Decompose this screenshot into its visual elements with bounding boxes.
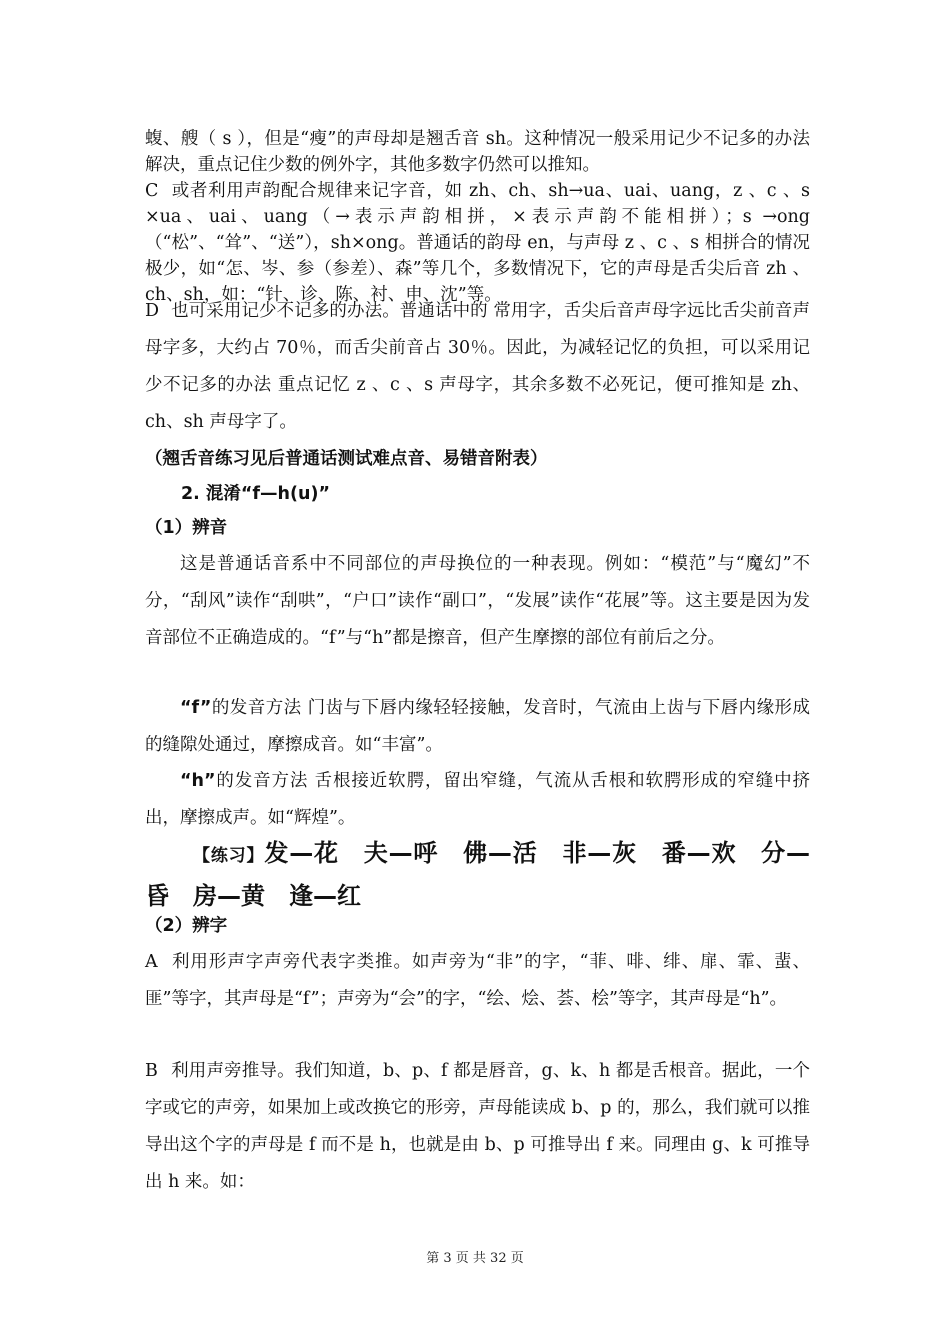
practice-text: 发—花 夫—呼 佛—活 非—灰 番—欢 分—昏 房—黄 逢—红	[145, 839, 811, 910]
section-heading	[145, 481, 810, 507]
h-method-text: 的发音方法 舌根接近软腭，留出窄缝，气流从舌根和软腭形成的窄缝中挤出，摩擦成声。如“辉煌”。	[145, 771, 810, 828]
subheading-1-text: （1）辨音	[145, 518, 228, 538]
practice-label: 【练习】	[193, 846, 265, 866]
paragraph-1-text: 蝮、艘（ s ），但是“瘦”的声母却是翘舌音 sh。这种情况一般采用记少不记多的办法解决，重点记住少数的例外字，其他多数字仍然可以推知。	[145, 129, 810, 175]
f-label: “f”	[180, 698, 212, 718]
fh-intro-text: 这是普通话音系中不同部位的声母换位的一种表现。例如：“模范”与“魔幻”不分，“刮风”读作“刮哄”，“户口”读作“副口”，“发展”读作“花展”等。这主要是因为发音部位不正确造成的。“f”与“h”都是擦音，但产生摩擦的部位有前后之分。	[145, 554, 810, 648]
item-letter-d: D	[145, 301, 160, 321]
paragraph-1	[145, 126, 810, 178]
fh-intro-paragraph	[145, 546, 810, 657]
note-text: （翘舌音练习见后普通话测试难点音、易错音附表）	[145, 449, 548, 469]
f-method-paragraph	[145, 690, 810, 764]
paragraph-b	[145, 1053, 810, 1201]
paragraph-c-text: 或者利用声韵配合规律来记字音，如 zh、ch、sh→ua、uai、uang，z 、c 、s ×ua、uai、uang（→表示声韵相拼，×表示声韵不能相拼）；s →ong（“松”、“耸”、“送”），sh×ong。普通话的韵母 en，与声母 z 、c 、s 相拼合的情况极少，如“怎、岑、参（参差）、森”等几个，多数情况下，它的声母是舌尖后音 zh 、ch、sh，如：“针、诊、陈、衬、申、沈”等。	[145, 181, 810, 305]
h-method-paragraph	[145, 763, 810, 837]
subheading-2	[145, 913, 810, 939]
paragraph-b-text: 利用声旁推导。我们知道，b、p、f 都是唇音，g、k、h 都是舌根音。据此，一个字或它的声旁，如果加上或改换它的形旁，声母能读成 b、p 的，那么，我们就可以推导出这个字的声母是 f 而不是 h，也就是由 b、p 可推导出 f 来。同理由 g、k 可推导出 h 来。如：	[145, 1061, 810, 1192]
paragraph-a-text: 利用形声字声旁代表字类推。如声旁为“非”的字，“菲、啡、绯、扉、霏、蜚、匪”等字，其声母是“f”；声旁为“会”的字，“绘、烩、荟、桧”等字，其声母是“h”。	[145, 952, 810, 1009]
item-letter-a: A	[145, 952, 158, 972]
note-line	[145, 446, 810, 472]
paragraph-c	[145, 178, 810, 308]
subheading-1	[145, 515, 810, 541]
page-footer	[0, 1247, 950, 1266]
paragraph-a	[145, 944, 810, 1018]
practice-paragraph	[145, 833, 810, 916]
page-number: 第 3 页 共 32 页	[426, 1251, 524, 1266]
section-heading-text: 2. 混淆“f—h(u)”	[181, 484, 330, 504]
paragraph-d-text: 也可采用记少不记多的办法。普通话中的 常用字，舌尖后音声母字远比舌尖前音声母字多，大约占 70％，而舌尖前音占 30％。因此，为减轻记忆的负担，可以采用记少不记多的办法 重点记忆 z 、c 、s 声母字，其余多数不必死记，便可推知是 zh、ch、sh 声母字了。	[145, 301, 810, 432]
item-letter-c: C	[145, 181, 159, 201]
paragraph-d	[145, 293, 810, 441]
subheading-2-text: （2）辨字	[145, 916, 228, 936]
f-method-text: 的发音方法 门齿与下唇内缘轻轻接触，发音时，气流由上齿与下唇内缘形成的缝隙处通过，摩擦成音。如“丰富”。	[145, 698, 810, 755]
h-label: “h”	[180, 771, 216, 791]
item-letter-b: B	[145, 1061, 158, 1081]
